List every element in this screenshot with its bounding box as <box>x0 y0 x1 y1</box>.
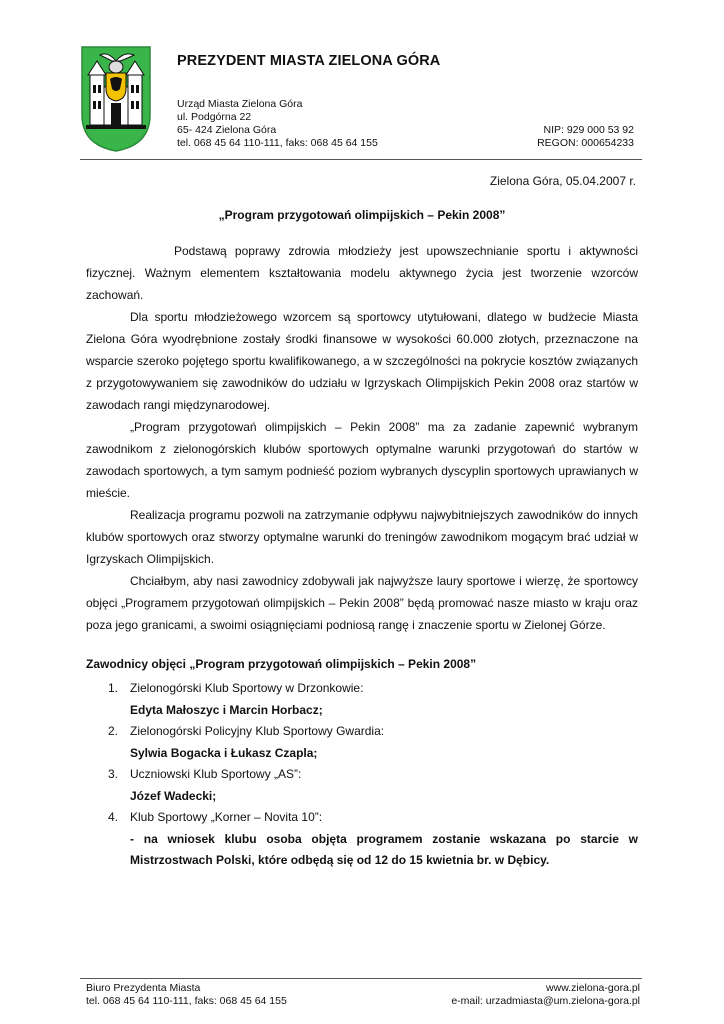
item-number: 2. <box>107 724 118 738</box>
paragraph: „Program przygotowań olimpijskich – Pekin 2008” ma za zadanie zapewnić wybranym zawodnikom z zielonogórskich klubów sportowych optymalne warunki przygotowań do startów w zawodach sportowych, a tym samym podnieść poziom wybranych dyscyplin sportowych uprawianych w mieście. <box>86 420 638 500</box>
list-item <box>86 764 638 786</box>
letter-body <box>86 240 638 636</box>
address-line: ul. Podgórna 22 <box>177 111 252 123</box>
issuer-address <box>177 98 378 150</box>
regon-number: REGON: 000654233 <box>537 137 634 149</box>
paragraph: Dla sportu młodzieżowego wzorcem są sportowcy utytułowani, dlatego w budżecie Miasta Zielona Góra wyodrębnione zostały środki finansowe w wysokości 60.000 złotych, przeznaczone na wsparcie szeroko pojętego sportu kwalifikowanego, a w szczególności na pokrycie kosztów związanych z przygotowywaniem się zawodników do udziału w Igrzyskach Olimpijskich Pekin 2008 oraz startów w zawodach rangi międzynarodowej. <box>86 310 638 412</box>
paragraph: Realizacja programu pozwoli na zatrzymanie odpływu najwybitniejszych zawodników do innych klubów sportowych oraz stworzy optymalne warunki do treningów zawodnikom mogącym brać udział w Igrzyskach Olimpijskich. <box>86 508 638 566</box>
selection-note: - na wniosek klubu osoba objęta programem zostanie wskazana po starcie w Mistrzostwach Polski, które odbędą się od 12 do 15 kwietnia br. w Dębicy. <box>130 831 638 867</box>
footer-contact <box>451 982 640 1008</box>
list-item <box>86 721 638 743</box>
paragraph: Podstawą poprawy zdrowia młodzieży jest upowszechnianie sportu i aktywności fizycznej. Ważnym elementem kształtowania modelu aktywnego życia jest tworzenie wzorców zachowań. <box>86 244 638 302</box>
city-crest-icon <box>80 45 152 153</box>
letter-subject: „Program przygotowań olimpijskich – Pekin 2008” <box>218 208 506 222</box>
header-divider <box>80 159 642 160</box>
list-item <box>86 807 638 829</box>
address-line: tel. 068 45 64 110-111, faks: 068 45 64 155 <box>177 137 378 149</box>
footer-divider <box>80 978 642 979</box>
athletes-list <box>86 678 638 872</box>
email-link[interactable]: e-mail: urzadmiasta@um.zielona-gora.pl <box>451 995 640 1007</box>
letter-date: Zielona Góra, 05.04.2007 r. <box>489 174 636 188</box>
list-item <box>86 678 638 700</box>
tax-ids <box>537 124 634 150</box>
paragraph: Chciałbym, aby nasi zawodnicy zdobywali jak najwyższe laury sportowe i wierzę, że sportowcy objęci „Programem przygotowań olimpijskich – Pekin 2008” będą promować nasze miasto w kraju oraz poza jego granicami, a swoimi osiągnięciami podniosą rangę i znaczenie sportu w Zielonej Górze. <box>86 574 638 632</box>
club-name: Zielonogórski Policyjny Klub Sportowy Gwardia: <box>130 724 385 738</box>
nip-number: NIP: 929 000 53 92 <box>543 124 634 136</box>
athletes-list-heading: Zawodnicy objęci „Program przygotowań olimpijskich – Pekin 2008” <box>86 657 477 671</box>
club-name: Klub Sportowy „Korner – Novita 10”: <box>130 810 323 824</box>
athlete-names: Józef Wadecki; <box>130 788 217 803</box>
footer-line: tel. 068 45 64 110-111, faks: 068 45 64 155 <box>86 995 287 1007</box>
address-line: Urząd Miasta Zielona Góra <box>177 98 303 110</box>
footer-office <box>86 982 287 1008</box>
item-number: 3. <box>107 767 118 781</box>
footer-line: Biuro Prezydenta Miasta <box>86 982 201 994</box>
athlete-names: Sylwia Bogacka i Łukasz Czapla; <box>130 745 318 760</box>
club-name: Zielonogórski Klub Sportowy w Drzonkowie: <box>130 681 364 695</box>
club-name: Uczniowski Klub Sportowy „AS”: <box>130 767 302 781</box>
athlete-names: Edyta Małoszyc i Marcin Horbacz; <box>130 702 323 717</box>
issuer-title: PREZYDENT MIASTA ZIELONA GÓRA <box>177 53 441 69</box>
address-line: 65- 424 Zielona Góra <box>177 124 277 136</box>
website-link[interactable]: www.zielona-gora.pl <box>546 982 640 994</box>
item-number: 4. <box>107 810 118 824</box>
item-number: 1. <box>107 681 118 695</box>
